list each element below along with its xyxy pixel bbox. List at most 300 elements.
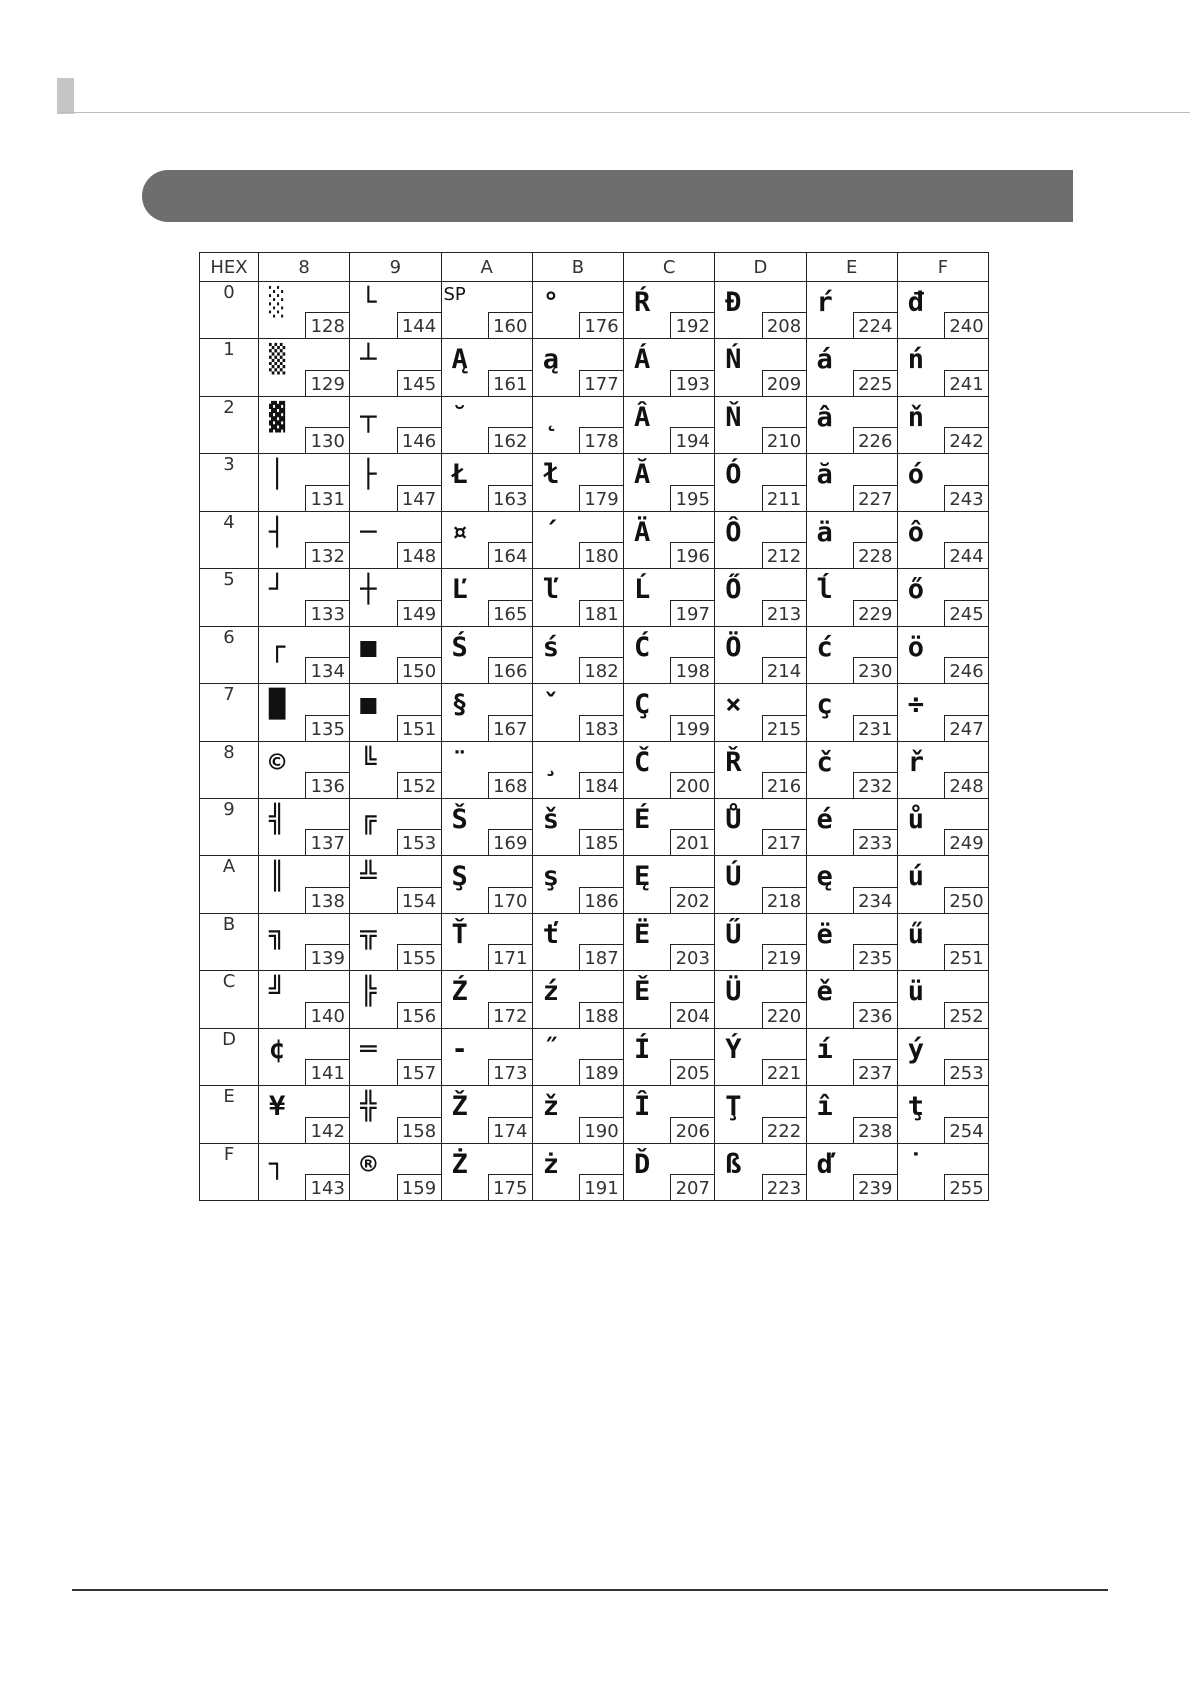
decimal-code: 251 (944, 944, 988, 970)
char-cell (532, 1028, 623, 1085)
decimal-code: 245 (944, 600, 988, 626)
decimal-code: 242 (944, 427, 988, 453)
char-cell (350, 454, 441, 511)
char-glyph: ║ (269, 861, 286, 893)
decimal-code: 208 (762, 312, 806, 338)
char-glyph: │ (269, 459, 286, 491)
char-cell (806, 684, 897, 741)
char-cell (624, 971, 715, 1028)
char-cell (350, 626, 441, 683)
row-hex-label: 2 (200, 396, 259, 453)
decimal-code: 207 (670, 1174, 714, 1200)
char-glyph: Ű (725, 918, 742, 950)
char-glyph: ▒ (269, 344, 286, 376)
decimal-code: 195 (670, 485, 714, 511)
char-cell (624, 396, 715, 453)
char-cell (806, 454, 897, 511)
char-cell (259, 282, 350, 339)
char-glyph: ╗ (269, 918, 286, 950)
char-glyph: ť (542, 918, 560, 950)
table-row (200, 798, 989, 855)
char-glyph: ╚ (360, 746, 377, 778)
char-cell (897, 1028, 988, 1085)
decimal-code: 201 (670, 829, 714, 855)
decimal-code: 129 (305, 370, 349, 396)
char-cell (624, 913, 715, 970)
decimal-code: 189 (579, 1059, 623, 1085)
decimal-code: 220 (762, 1002, 806, 1028)
char-glyph: ě (816, 976, 833, 1008)
char-cell (806, 1028, 897, 1085)
decimal-code: 133 (305, 600, 349, 626)
decimal-code: 237 (853, 1059, 897, 1085)
decimal-code: 199 (670, 715, 714, 741)
char-glyph: í (816, 1033, 833, 1065)
decimal-code: 215 (762, 715, 806, 741)
char-cell (532, 339, 623, 396)
decimal-code: 132 (305, 542, 349, 568)
decimal-code: 151 (397, 715, 441, 741)
decimal-code: 203 (670, 944, 714, 970)
char-cell (806, 569, 897, 626)
row-hex-label: 8 (200, 741, 259, 798)
char-cell (259, 856, 350, 913)
column-header: A (441, 253, 532, 282)
decimal-code: 145 (397, 370, 441, 396)
table-row (200, 454, 989, 511)
char-cell (624, 511, 715, 568)
char-glyph: Ó (725, 459, 742, 491)
char-cell (624, 626, 715, 683)
decimal-code: 204 (670, 1002, 714, 1028)
char-glyph: ╠ (360, 976, 377, 1008)
decimal-code: 224 (853, 312, 897, 338)
char-cell (532, 798, 623, 855)
row-hex-label: A (200, 856, 259, 913)
char-cell (259, 741, 350, 798)
char-cell (441, 282, 532, 339)
char-cell (259, 511, 350, 568)
char-glyph: Ś (451, 631, 468, 663)
decimal-code: 148 (397, 542, 441, 568)
decimal-code: 212 (762, 542, 806, 568)
char-cell (259, 971, 350, 1028)
char-cell (715, 971, 806, 1028)
char-glyph: ś (542, 631, 560, 663)
char-glyph: ® (360, 1148, 377, 1180)
decimal-code: 200 (670, 772, 714, 798)
char-cell (350, 282, 441, 339)
char-glyph: ó (907, 459, 925, 491)
decimal-code: 139 (305, 944, 349, 970)
char-glyph: ¸ (542, 746, 560, 778)
char-glyph: ├ (360, 459, 377, 491)
char-cell (259, 1086, 350, 1143)
code-page-table (199, 252, 989, 1201)
char-cell (532, 1143, 623, 1200)
char-glyph: Í (634, 1033, 651, 1065)
char-cell (715, 913, 806, 970)
table-row (200, 1086, 989, 1143)
decimal-code: 214 (762, 657, 806, 683)
decimal-code: 183 (579, 715, 623, 741)
decimal-code: 246 (944, 657, 988, 683)
decimal-code: 241 (944, 370, 988, 396)
decimal-code: 188 (579, 1002, 623, 1028)
char-cell (715, 626, 806, 683)
decimal-code: 225 (853, 370, 897, 396)
char-cell (624, 339, 715, 396)
char-glyph: Č (634, 746, 651, 778)
decimal-code: 226 (853, 427, 897, 453)
char-cell (715, 454, 806, 511)
decimal-code: 217 (762, 829, 806, 855)
char-glyph: đ (907, 287, 925, 318)
char-cell (259, 569, 350, 626)
char-glyph: ů (907, 803, 925, 835)
decimal-code: 153 (397, 829, 441, 855)
char-cell (715, 741, 806, 798)
char-cell (259, 626, 350, 683)
decimal-code: 137 (305, 829, 349, 855)
table-row (200, 741, 989, 798)
char-cell (532, 626, 623, 683)
char-glyph: ă (816, 459, 833, 491)
char-cell (624, 684, 715, 741)
decimal-code: 196 (670, 542, 714, 568)
char-glyph: ÷ (907, 689, 925, 721)
char-glyph: ˙ (907, 1148, 925, 1180)
decimal-code: 141 (305, 1059, 349, 1085)
char-glyph: ß (725, 1148, 742, 1180)
char-cell (259, 1143, 350, 1200)
char-glyph: ˘ (451, 401, 468, 433)
decimal-code: 240 (944, 312, 988, 338)
column-header: 9 (350, 253, 441, 282)
char-glyph: Ż (451, 1148, 468, 1180)
section-title-bar (142, 170, 1073, 222)
char-glyph: ç (816, 689, 833, 721)
char-glyph: Ť (451, 918, 468, 950)
char-cell (350, 684, 441, 741)
char-cell (350, 856, 441, 913)
table-row (200, 396, 989, 453)
char-cell (897, 396, 988, 453)
decimal-code: 198 (670, 657, 714, 683)
row-hex-label: 9 (200, 798, 259, 855)
decimal-code: 166 (488, 657, 532, 683)
char-glyph: Ă (634, 459, 651, 491)
char-cell (624, 1143, 715, 1200)
decimal-code: 156 (397, 1002, 441, 1028)
char-cell (715, 511, 806, 568)
char-glyph: č (816, 746, 833, 778)
char-glyph: Ú (725, 861, 742, 893)
decimal-code: 216 (762, 772, 806, 798)
decimal-code: 205 (670, 1059, 714, 1085)
char-glyph: ˇ (542, 689, 560, 721)
row-hex-label: 5 (200, 569, 259, 626)
char-cell (806, 339, 897, 396)
char-glyph: Ź (451, 976, 468, 1008)
decimal-code: 155 (397, 944, 441, 970)
char-glyph: - (451, 1033, 468, 1065)
char-glyph: ° (542, 287, 560, 318)
char-cell (350, 1086, 441, 1143)
char-cell (532, 1086, 623, 1143)
char-cell (441, 396, 532, 453)
decimal-code: 181 (579, 600, 623, 626)
decimal-code: 171 (488, 944, 532, 970)
decimal-code: 149 (397, 600, 441, 626)
row-hex-label: E (200, 1086, 259, 1143)
decimal-code: 202 (670, 887, 714, 913)
char-glyph: ć (816, 631, 833, 663)
char-glyph: ą (542, 344, 560, 376)
char-glyph: ü (907, 976, 925, 1008)
decimal-code: 138 (305, 887, 349, 913)
decimal-code: 158 (397, 1117, 441, 1143)
char-cell (897, 913, 988, 970)
char-glyph: ô (907, 516, 925, 548)
char-glyph: ř (907, 746, 925, 778)
decimal-code: 150 (397, 657, 441, 683)
char-cell (441, 798, 532, 855)
char-glyph: SP (443, 284, 466, 305)
decimal-code: 249 (944, 829, 988, 855)
char-cell (624, 282, 715, 339)
decimal-code: 232 (853, 772, 897, 798)
table-body (200, 282, 989, 1201)
char-cell (441, 1028, 532, 1085)
decimal-code: 173 (488, 1059, 532, 1085)
char-cell (806, 511, 897, 568)
char-glyph: § (451, 689, 468, 721)
decimal-code: 238 (853, 1117, 897, 1143)
char-glyph: ┬ (360, 401, 377, 433)
char-glyph: ╔ (360, 803, 377, 835)
char-cell (441, 856, 532, 913)
char-cell (350, 798, 441, 855)
hex-corner-label: HEX (200, 253, 259, 282)
column-header: E (806, 253, 897, 282)
char-glyph: ╝ (269, 976, 286, 1008)
decimal-code: 136 (305, 772, 349, 798)
char-cell (624, 856, 715, 913)
decimal-code: 128 (305, 312, 349, 338)
decimal-code: 255 (944, 1174, 988, 1200)
char-cell (350, 569, 441, 626)
char-glyph: © (269, 746, 286, 778)
decimal-code: 130 (305, 427, 349, 453)
table-row (200, 511, 989, 568)
column-header: D (715, 253, 806, 282)
char-glyph: ▓ (269, 401, 286, 433)
table-row (200, 971, 989, 1028)
char-cell (532, 454, 623, 511)
row-hex-label: D (200, 1028, 259, 1085)
decimal-code: 243 (944, 485, 988, 511)
char-cell (532, 569, 623, 626)
decimal-code: 179 (579, 485, 623, 511)
char-cell (441, 971, 532, 1028)
char-cell (441, 1143, 532, 1200)
char-glyph: Ç (634, 689, 651, 721)
char-glyph: ę (816, 861, 833, 893)
decimal-code: 160 (488, 312, 532, 338)
char-glyph: ┌ (269, 631, 286, 663)
char-glyph: Ý (725, 1033, 742, 1065)
decimal-code: 190 (579, 1117, 623, 1143)
char-cell (715, 684, 806, 741)
char-cell (715, 1143, 806, 1200)
char-glyph: Ů (725, 803, 742, 835)
char-glyph: Ň (725, 401, 742, 433)
decimal-code: 230 (853, 657, 897, 683)
row-hex-label: 1 (200, 339, 259, 396)
char-cell (441, 684, 532, 741)
char-cell (715, 856, 806, 913)
decimal-code: 154 (397, 887, 441, 913)
row-hex-label: 3 (200, 454, 259, 511)
char-glyph: ş (542, 861, 560, 893)
char-cell (715, 798, 806, 855)
decimal-code: 169 (488, 829, 532, 855)
char-cell (897, 511, 988, 568)
decimal-code: 184 (579, 772, 623, 798)
char-glyph: Ô (725, 516, 742, 548)
decimal-code: 187 (579, 944, 623, 970)
decimal-code: 233 (853, 829, 897, 855)
char-cell (715, 282, 806, 339)
char-cell (441, 511, 532, 568)
decimal-code: 140 (305, 1002, 349, 1028)
char-glyph: ┴ (360, 344, 377, 376)
char-glyph: ţ (907, 1091, 925, 1123)
row-hex-label: 6 (200, 626, 259, 683)
decimal-code: 218 (762, 887, 806, 913)
decimal-code: 234 (853, 887, 897, 913)
decimal-code: 235 (853, 944, 897, 970)
char-glyph: Ą (451, 344, 468, 376)
decimal-code: 131 (305, 485, 349, 511)
char-cell (897, 626, 988, 683)
char-glyph: Ţ (725, 1091, 742, 1123)
decimal-code: 231 (853, 715, 897, 741)
char-glyph: Ü (725, 976, 742, 1008)
decimal-code: 170 (488, 887, 532, 913)
char-cell (350, 339, 441, 396)
char-cell (441, 339, 532, 396)
char-glyph: ¢ (269, 1033, 286, 1065)
char-glyph: Ć (634, 631, 651, 663)
decimal-code: 134 (305, 657, 349, 683)
char-cell (897, 684, 988, 741)
decimal-code: 236 (853, 1002, 897, 1028)
decimal-code: 177 (579, 370, 623, 396)
decimal-code: 142 (305, 1117, 349, 1143)
char-glyph: Ĺ (634, 574, 651, 606)
char-glyph: ú (907, 861, 925, 893)
char-cell (806, 282, 897, 339)
char-cell (350, 396, 441, 453)
char-cell (441, 741, 532, 798)
decimal-code: 144 (397, 312, 441, 338)
char-cell (259, 454, 350, 511)
char-cell (532, 913, 623, 970)
char-cell (441, 1086, 532, 1143)
char-glyph: ¤ (451, 516, 468, 548)
char-cell (350, 1028, 441, 1085)
decimal-code: 253 (944, 1059, 988, 1085)
decimal-code: 186 (579, 887, 623, 913)
char-glyph: Đ (725, 287, 742, 318)
char-cell (441, 454, 532, 511)
decimal-code: 248 (944, 772, 988, 798)
decimal-code: 219 (762, 944, 806, 970)
table-row (200, 856, 989, 913)
decimal-code: 146 (397, 427, 441, 453)
char-glyph: ─ (360, 516, 377, 548)
decimal-code: 228 (853, 542, 897, 568)
char-glyph: ╦ (360, 918, 377, 950)
char-glyph: └ (360, 287, 377, 318)
decimal-code: 244 (944, 542, 988, 568)
char-glyph: Ä (634, 516, 651, 548)
decimal-code: 152 (397, 772, 441, 798)
row-hex-label: B (200, 913, 259, 970)
decimal-code: 185 (579, 829, 623, 855)
table-row (200, 1028, 989, 1085)
char-cell (897, 339, 988, 396)
char-cell (897, 454, 988, 511)
char-glyph: ň (907, 401, 925, 433)
char-glyph: Ě (634, 976, 651, 1008)
char-cell (897, 1086, 988, 1143)
char-glyph: É (634, 803, 651, 835)
char-glyph: ä (816, 516, 833, 548)
char-glyph: Ő (725, 574, 742, 606)
table-row (200, 569, 989, 626)
decimal-code: 239 (853, 1174, 897, 1200)
char-cell (806, 741, 897, 798)
decimal-code: 174 (488, 1117, 532, 1143)
decimal-code: 210 (762, 427, 806, 453)
decimal-code: 209 (762, 370, 806, 396)
char-cell (624, 1086, 715, 1143)
char-cell (532, 684, 623, 741)
decimal-code: 159 (397, 1174, 441, 1200)
char-cell (532, 971, 623, 1028)
char-cell (897, 1143, 988, 1200)
char-glyph: î (816, 1091, 833, 1123)
decimal-code: 194 (670, 427, 714, 453)
char-glyph: █ (269, 689, 286, 721)
char-cell (259, 396, 350, 453)
char-glyph: Á (634, 344, 651, 376)
char-cell (624, 569, 715, 626)
decimal-code: 147 (397, 485, 441, 511)
decimal-code: 222 (762, 1117, 806, 1143)
char-cell (532, 511, 623, 568)
char-cell (441, 913, 532, 970)
char-glyph: ż (542, 1148, 560, 1180)
char-cell (806, 798, 897, 855)
decimal-code: 193 (670, 370, 714, 396)
char-glyph: Ř (725, 746, 742, 778)
char-cell (350, 913, 441, 970)
char-cell (897, 856, 988, 913)
